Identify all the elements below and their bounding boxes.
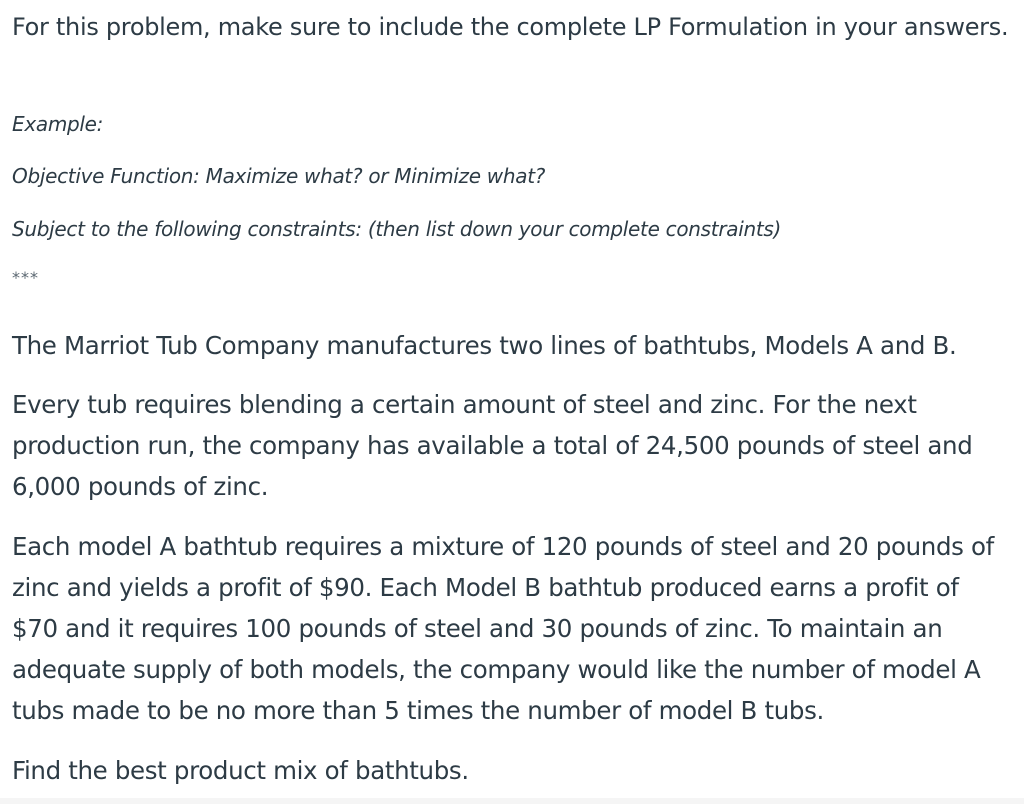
problem-paragraph-2: Every tub requires blending a certain amount of steel and zinc. For the next production run, the company has available a total of 24,500 pounds of steel and 6,000 pounds of zinc. (12, 390, 973, 501)
instructions-text: For this problem, make sure to include the complete LP Formulation in your answers. (12, 13, 1009, 41)
problem-paragraph-3: Each model A bathtub requires a mixture of 120 pounds of steel and 20 pounds of zinc and yields a profit of $90. Each Model B bathtub produced earns a profit of $70 and it requires 100 pounds of steel and 30 pounds of zinc. To maintain an adequate supply of both models, the company would like the number of model A tubs made to be no more than 5 times the number of model B tubs. (12, 532, 994, 725)
problem-paragraph-1: The Marriot Tub Company manufactures two lines of bathtubs, Models A and B. (12, 331, 957, 360)
example-label: Example: (12, 112, 104, 136)
problem-paragraph-4: Find the best product mix of bathtubs. (12, 756, 469, 785)
objective-function-line: Objective Function: Maximize what? or Minimize what? (12, 164, 546, 188)
constraints-line: Subject to the following constraints: (then list down your complete constraints) (12, 217, 782, 241)
bottom-edge (0, 798, 1024, 804)
question-content (12, 0, 1012, 785)
separator: *** (12, 268, 39, 287)
